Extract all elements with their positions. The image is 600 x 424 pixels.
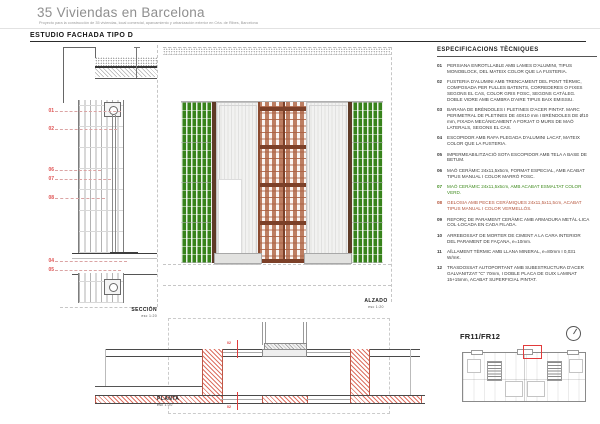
window-glazing-line [112, 115, 116, 253]
railing-post-cap [134, 47, 140, 48]
spec-item [437, 135, 597, 147]
apartment-unit [569, 359, 583, 373]
section-callout [44, 167, 101, 173]
callout-number: 07 [48, 176, 54, 182]
roller-blind-roll-icon [109, 283, 118, 292]
spec-item-text: FUSTERIA D'ALUMINI AMB TRENCAMENT DEL PONT TÈRMIC, COMPOSADA PER FULLES BATENTS, CORREDERES O FIXES SEGONS EL CAS, COLOR GRIS FOSC, SEGONS CATÀLEG. DOBLE VIDRE AMB CAMBRA D'AIRE TIPUS BAIX EMISSIU. [447, 79, 583, 102]
railing-post [136, 47, 137, 78]
callout-number: 02 [48, 126, 54, 132]
roller-blind-box-lower [104, 279, 121, 295]
callout-leader-line [55, 270, 121, 271]
north-arrow-icon [566, 326, 581, 341]
facade-location-highlight [523, 345, 542, 359]
window-frame [309, 105, 347, 262]
green-glazed-brick-panel-right [352, 102, 383, 263]
specs-list [437, 63, 597, 283]
balcony-notch [567, 350, 579, 355]
spec-item-number: 03 [437, 107, 443, 113]
stair-core-left [487, 361, 502, 381]
spec-item-text: ARREBOSSAT DE MORTER DE CIMENT A LA CARA INTERIOR DEL PARAMENT DE FAÇANA, e=10mm. [447, 232, 581, 244]
spec-item [437, 233, 597, 245]
recess-wall-right [303, 322, 307, 345]
section-cut-marker-bottom [237, 392, 238, 410]
section-callout [44, 108, 121, 114]
recess-wall-left [262, 322, 266, 345]
page-subtitle: Proyecto para la construcción de 35 viviendas, local comercial, aparcamiento y urbanización exterior en Crta. de Ribes, Barcelona [39, 21, 258, 25]
specs-heading: ESPECIFICACIONS TÈCNIQUES [437, 47, 597, 57]
section-caption [116, 308, 157, 318]
spec-item [437, 249, 597, 261]
spec-item-number: 12 [437, 265, 443, 271]
side-wall-line-right [410, 349, 411, 395]
roof-buildup-band [95, 57, 157, 79]
balcony-notch [471, 350, 483, 355]
window-bay-left [216, 102, 260, 265]
window-sill-flashing [110, 252, 138, 254]
spec-item-text: REFORÇ DE PARAMENT CERÀMIC AMB ARMADURA METÀL·LICA COL·LOCADA EN CADA FILADA. [447, 216, 590, 228]
spec-item-number: 10 [437, 232, 443, 238]
roof-slab-hatch [95, 68, 157, 77]
subtitle-rule [0, 28, 600, 29]
parapet-top-line [63, 47, 96, 48]
roof-gravel-hatch [95, 57, 157, 66]
section-callout [44, 126, 117, 132]
elevation-facade-panels [181, 101, 383, 263]
section-boundary-dashed-line [157, 45, 158, 307]
elevation-floor-dashed-line-2 [163, 285, 391, 286]
spec-item-number: 06 [437, 167, 443, 173]
spec-item [437, 265, 597, 283]
lattice-center-mullion [283, 102, 286, 263]
section-scale: esc 1:20 [141, 313, 157, 318]
spec-item [437, 107, 597, 131]
section-callout [44, 258, 127, 264]
callout-leader-line [55, 198, 105, 199]
side-wall-line-left [105, 349, 106, 386]
callout-number: 06 [48, 167, 54, 173]
plan-drawing [95, 318, 425, 420]
spec-item-number: 02 [437, 79, 443, 85]
elevation-label: ALZADO [364, 298, 388, 304]
building-corridor-line [463, 379, 585, 380]
elevation-slab-band [163, 47, 391, 55]
callout-number: 04 [48, 258, 54, 264]
elevation-scale: esc 1:20 [368, 304, 384, 309]
north-arrow-hand [573, 329, 577, 335]
building-center-line [524, 353, 525, 401]
section-cut-marker-top [237, 340, 238, 358]
header-rule [30, 41, 586, 42]
spec-item-number: 05 [437, 151, 443, 157]
spec-item-text: BARANA DE BRÈNDOLES I PLETINES D'ACER PINTAT. MARC PERIMETRAL DE PLETINES DE 40X10 mm I BRÈNDOLES DE Ø10 mm, FIXADA MECÀNICAMENT A FORJAT O MURS DE MAÓ LATERALS, SEGONS EL CAS. [447, 107, 589, 130]
elevation-drawing [163, 47, 403, 319]
window-sill-right [304, 253, 352, 264]
window-bay-right [306, 102, 350, 265]
stair-core-right [547, 361, 562, 381]
callout-leader-line [55, 179, 111, 180]
callout-number: 01 [48, 108, 54, 114]
elevation-floor-dashed-line [163, 264, 391, 265]
spec-item-text: ESCOPIDOR AMB RAFA PLEGADA D'ALUMINI LACAT, MATEIX COLOR QUE LA FUSTERIA. [447, 135, 580, 147]
section-callout [44, 267, 121, 273]
spec-item [437, 184, 597, 196]
window-plan-line [306, 399, 350, 400]
plan-scale: esc 1:20 [157, 402, 173, 407]
spec-item-number: 08 [437, 200, 443, 206]
section-cut-label-top: 02 [227, 341, 231, 345]
window-sill-left [214, 253, 262, 264]
facade-wall-plan-bottom [95, 395, 425, 404]
section-drawing [48, 45, 160, 318]
apartment-unit [505, 381, 523, 397]
spec-item [437, 200, 597, 212]
spec-item [437, 152, 597, 164]
section-label: SECCIÓN [131, 307, 157, 313]
callout-number: 05 [48, 267, 54, 273]
callout-leader-line [55, 261, 127, 262]
window-plan-line [221, 399, 262, 400]
section-callout [44, 176, 111, 182]
brick-wall-hatch [350, 396, 422, 403]
spec-item-text: MAÓ CERÀMIC 24x11,5x5cm, FORMAT ESPECIAL, AMB ACABAT TIPUS MANUAL I COLOR MARRÓ FOSC. [447, 167, 585, 179]
elevation-caption [351, 299, 401, 309]
spec-item-number: 07 [437, 184, 443, 189]
callout-leader-line [55, 111, 121, 112]
spec-item [437, 79, 597, 103]
page-title: 35 Viviendas en Barcelona [37, 5, 205, 20]
spec-item [437, 217, 597, 229]
callout-leader-line [55, 129, 117, 130]
plan-caption [157, 397, 197, 407]
key-plan-building-outline [462, 352, 586, 402]
callout-leader-line [55, 170, 101, 171]
spec-item-text: PERSIANA ENROTLLABLE AMB LAMES D'ALUMINI, TIPUS MONOBLOCK, DEL MATEIX COLOR QUE LA FUSTERIA. [447, 63, 573, 74]
spec-item-text: MAÓ CERÀMIC 24x11,5x5cm, AMB ACABAT ESMALTAT COLOR VERD. [447, 184, 582, 195]
apartment-unit [467, 359, 481, 373]
spec-item-text: GELOSIA AMB PECES CERÀMIQUES 24x11,5x11,5cm, ACABAT TIPUS MANUAL I COLOR VERMELLÓS. [447, 200, 582, 212]
sheet-title: ESTUDIO FACHADA TIPO D [30, 31, 134, 39]
apartment-unit [527, 381, 545, 397]
green-glazed-brick-panel-left [181, 102, 212, 263]
elevation-right-dashed-line [391, 47, 392, 302]
spec-item-number: 04 [437, 135, 443, 141]
window-plan-line-right [306, 352, 350, 353]
window-plan-line-left [221, 352, 262, 353]
lattice-plan-frame [262, 349, 307, 357]
plan-label: PLANTA [157, 396, 180, 402]
spec-item [437, 63, 597, 75]
spec-item-text: AÏLLAMENT TÈRMIC AMB LLANA MINERAL, e=80mm I 0,031 W/mK. [447, 249, 576, 260]
spec-item-number: 01 [437, 63, 443, 68]
spec-item-number: 09 [437, 216, 443, 222]
brick-wall-hatch [262, 396, 308, 403]
spec-item [437, 168, 597, 180]
key-plan-label: FR11/FR12 [460, 332, 501, 341]
section-cut-label-bottom: 02 [227, 405, 231, 409]
spec-item-text: TRASDOSSAT AUTOPORTANT AMB SUBESTRUCTURA D'ACER GALVANITZAT "C" 70mm, I DOBLE PLACA DE GUIX LAMINAT 15+15mm, ACABAT SUPERFICIAL PINTAT. [447, 265, 584, 282]
callout-number: 08 [48, 195, 54, 201]
section-callout [44, 195, 105, 201]
open-sash [218, 179, 242, 261]
ceramic-lattice-panel [258, 102, 310, 263]
specifications-panel [437, 47, 597, 287]
spec-item-number: 11 [437, 249, 442, 254]
spec-item-text: IMPERMEABILITZACIÓ SOTA ESCOPIDOR AMB TELA A BASE DE BETUM. [447, 151, 587, 163]
key-plan [458, 326, 598, 420]
parapet-outer-line [63, 47, 64, 103]
